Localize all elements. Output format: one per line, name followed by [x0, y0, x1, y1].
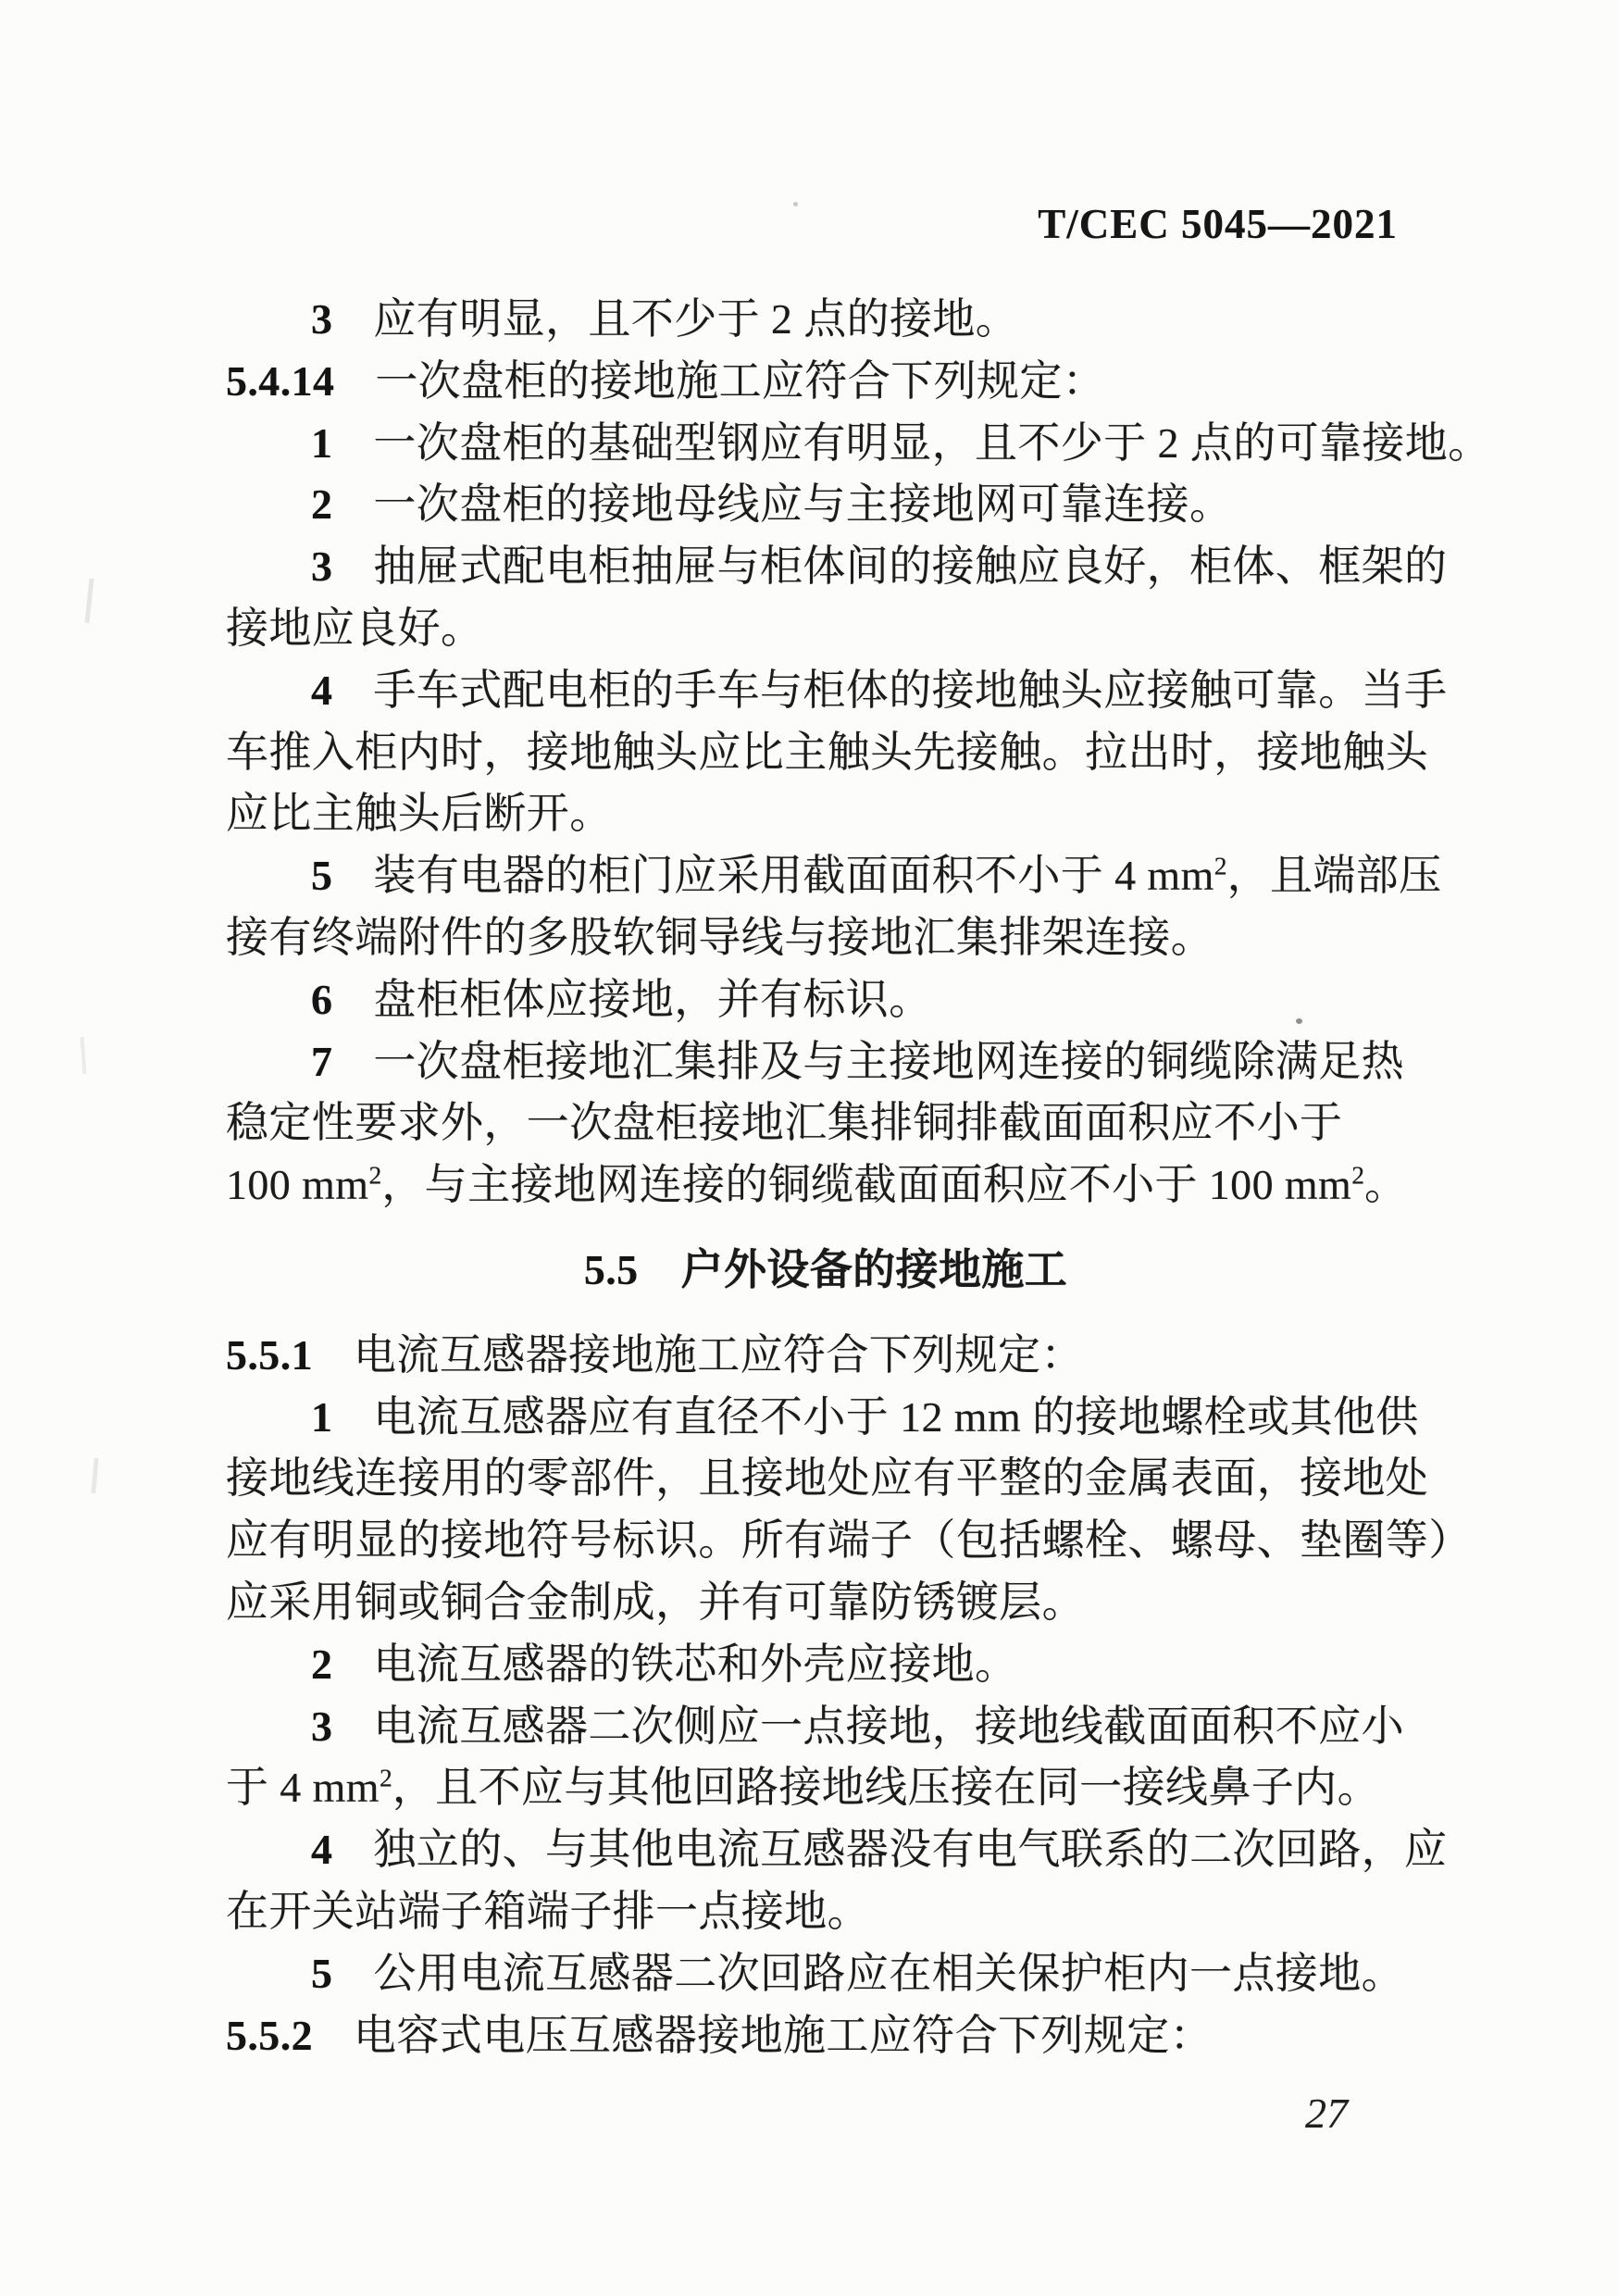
section-number-label: 5.5 — [583, 1245, 639, 1293]
text-line — [226, 1881, 1425, 1943]
line-number-label: 5.4.14 — [226, 356, 335, 405]
scan-smudge — [91, 1458, 98, 1493]
page-number: 27 — [1305, 2090, 1348, 2137]
superscript: 2 — [1214, 851, 1227, 880]
text-line — [226, 845, 1442, 907]
text-run: 一次盘柜的接地施工应符合下列规定： — [375, 356, 1106, 405]
line-number-label: 5.5.2 — [226, 2011, 313, 2059]
text-run: 接地应良好。 — [226, 604, 484, 652]
text-run: 稳定性要求外，一次盘柜接地汇集排铜排截面面积应不小于 — [226, 1099, 1343, 1147]
text-run: 一次盘柜的基础型钢应有明显，且不少于 2 点的可靠接地。 — [373, 418, 1491, 467]
text-run: 装有电器的柜门应采用截面面积不小于 4 mm — [373, 852, 1214, 900]
section-heading — [226, 1240, 1425, 1302]
line-number-label: 5 — [311, 852, 333, 900]
text-run: 手车式配电柜的手车与柜体的接地触头应接触可靠。当手 — [373, 666, 1448, 714]
line-number-label: 1 — [311, 1392, 333, 1441]
text-run: 。 — [1364, 1161, 1408, 1209]
text-line — [226, 660, 1448, 722]
text-run: 抽屉式配电柜抽屉与柜体间的接触应良好，柜体、框架的 — [373, 543, 1448, 591]
line-number-label: 3 — [311, 543, 333, 591]
scan-smudge — [81, 1037, 87, 1074]
line-number-label: 3 — [311, 295, 333, 343]
standard-number: T/CEC 5045—2021 — [1038, 201, 1398, 247]
text-line — [226, 1634, 1425, 1696]
line-number-label: 4 — [311, 1826, 333, 1874]
line-number-label: 2 — [311, 1640, 333, 1688]
line-number-label: 3 — [311, 1702, 333, 1750]
text-line — [226, 1819, 1448, 1881]
text-line — [226, 969, 1425, 1031]
text-run: 盘柜柜体应接地，并有标识。 — [373, 975, 932, 1023]
text-run: 电流互感器应有直径不小于 12 mm 的接地螺栓或其他供 — [373, 1392, 1419, 1441]
scan-speck — [793, 202, 798, 206]
text-line — [226, 1092, 1425, 1154]
text-run: ，且不应与其他回路接地线压接在同一接线鼻子内。 — [392, 1764, 1380, 1812]
text-run: 于 4 mm — [226, 1764, 380, 1812]
text-run: 100 mm — [226, 1161, 369, 1209]
text-line — [226, 413, 1491, 475]
document-body — [226, 289, 1491, 2066]
text-line — [226, 1510, 1472, 1572]
line-number-label: 4 — [311, 666, 333, 714]
scan-smudge — [85, 579, 94, 623]
line-number-label: 5.5.1 — [226, 1330, 313, 1379]
text-line — [226, 1943, 1425, 2005]
superscript: 2 — [1351, 1160, 1365, 1190]
text-line — [226, 783, 1425, 845]
text-run: 车推入柜内时，接地触头应比主触头先接触。拉出时，接地触头 — [226, 728, 1429, 776]
text-run: 接有终端附件的多股软铜导线与接地汇集排架连接。 — [226, 913, 1214, 961]
line-number-label: 7 — [311, 1037, 333, 1085]
text-run: 接地线连接用的零部件，且接地处应有平整的金属表面，接地处 — [226, 1454, 1429, 1503]
text-line — [226, 907, 1425, 969]
text-line — [226, 2005, 1425, 2067]
text-line — [226, 474, 1425, 536]
text-run: 电流互感器接地施工应符合下列规定： — [354, 1330, 1084, 1379]
line-number-label: 2 — [311, 480, 333, 529]
text-run: 电流互感器二次侧应一点接地，接地线截面面积不应小 — [373, 1702, 1405, 1750]
text-line — [226, 536, 1448, 598]
text-run: 一次盘柜接地汇集排及与主接地网连接的铜缆除满足热 — [373, 1037, 1405, 1085]
text-run: 一次盘柜的接地母线应与主接地网可靠连接。 — [373, 480, 1233, 529]
text-run: 应有明显，且不少于 2 点的接地。 — [373, 295, 1019, 343]
text-line — [226, 1572, 1425, 1634]
text-run: 应比主触头后断开。 — [226, 790, 613, 838]
text-run: 户外设备的接地施工 — [680, 1245, 1068, 1293]
text-run: 在开关站端子箱端子排一点接地。 — [226, 1887, 870, 1935]
text-run: ，与主接地网连接的铜缆截面面积应不小于 100 mm — [381, 1161, 1352, 1209]
superscript: 2 — [379, 1764, 392, 1792]
text-line — [226, 1031, 1425, 1093]
text-line — [226, 1757, 1425, 1819]
text-line — [226, 1696, 1425, 1758]
text-run: 独立的、与其他电流互感器没有电气联系的二次回路，应 — [373, 1826, 1448, 1874]
line-number-label: 1 — [311, 418, 333, 467]
text-line — [226, 351, 1425, 413]
text-run: 公用电流互感器二次回路应在相关保护柜内一点接地。 — [373, 1949, 1405, 1997]
text-run: 应采用铜或铜合金制成，并有可靠防锈镀层。 — [226, 1578, 1085, 1626]
line-number-label: 5 — [311, 1949, 333, 1997]
text-line — [226, 598, 1425, 660]
text-line — [226, 1325, 1425, 1387]
text-line — [226, 1448, 1429, 1510]
text-run: 电容式电压互感器接地施工应符合下列规定： — [354, 2011, 1213, 2059]
text-run: 应有明显的接地符号标识。所有端子（包括螺栓、螺母、垫圈等） — [226, 1516, 1472, 1565]
line-number-label: 6 — [311, 975, 333, 1023]
text-line — [226, 289, 1425, 351]
text-run: ，且端部压 — [1226, 852, 1442, 900]
text-line — [226, 722, 1429, 784]
text-line — [226, 1154, 1425, 1217]
text-line — [226, 1387, 1425, 1449]
text-run: 电流互感器的铁芯和外壳应接地。 — [373, 1640, 1018, 1688]
superscript: 2 — [368, 1160, 382, 1190]
